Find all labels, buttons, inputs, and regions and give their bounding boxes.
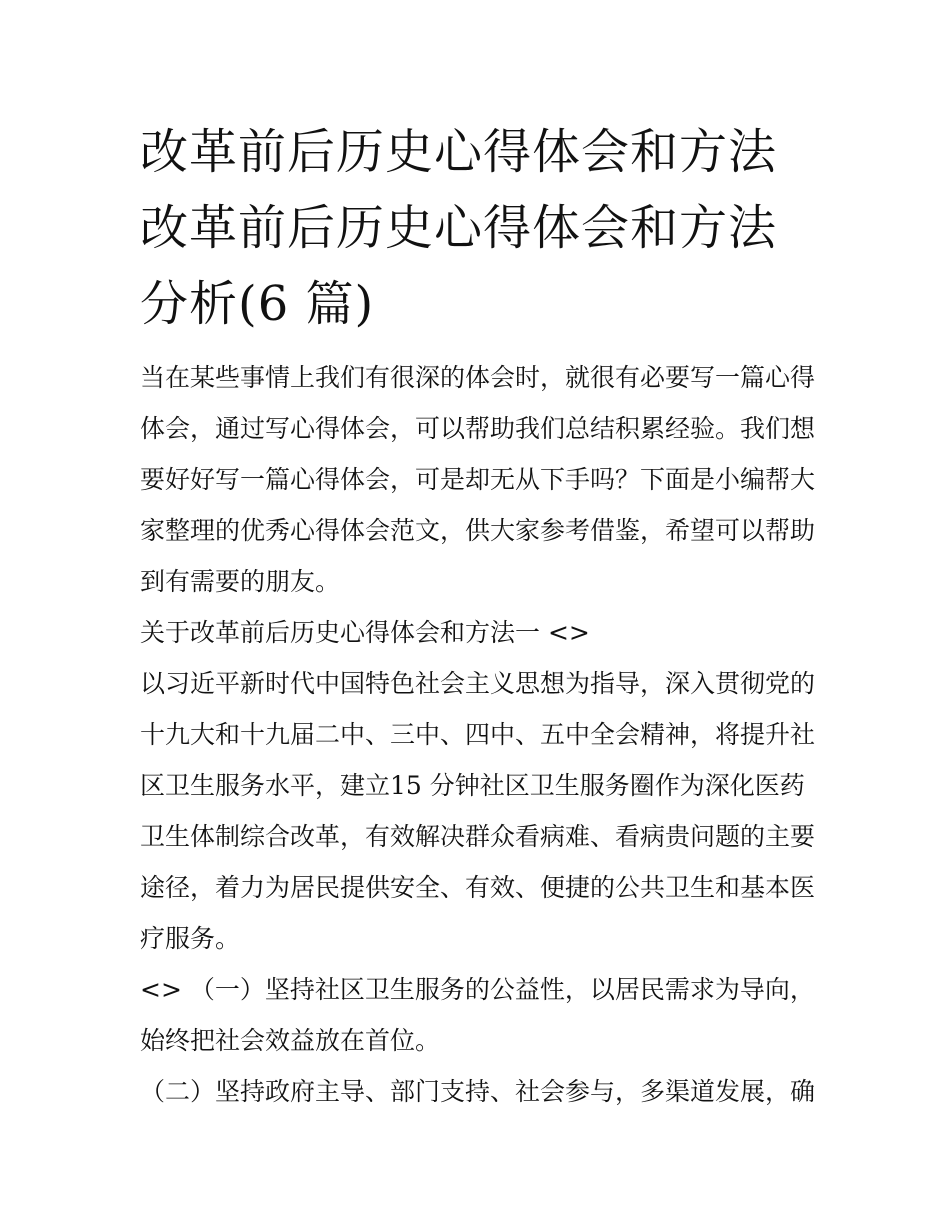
title-line-3: 分析(6 篇) [140, 276, 375, 332]
guiding-paragraph: 以习近平新时代中国特色社会主义思想为指导，深入贯彻党的十九大和十九届二中、三中、四中、五中全会精神，将提升社区卫生服务水平，建立15 分钟社区卫生服务圈作为深化医药卫生体制综合改革，有效解决群众看病难、看病贵问题的主要途径，着力为居民提供安全、有效、便捷的公共卫生和基本医疗服务。 [140, 669, 816, 953]
title-line-2: 改革前后历史心得体会和方法 [140, 200, 778, 256]
principle-two-paragraph: （二）坚持政府主导、部门支持、社会参与，多渠道发展，确 [140, 1077, 816, 1106]
document-body [140, 352, 820, 1117]
principle-one-paragraph: <> （一）坚持社区卫生服务的公益性，以居民需求为导向，始终把社会效益放在首位。 [140, 975, 815, 1055]
section-heading: 关于改革前后历史心得体会和方法一 <> [140, 618, 590, 647]
title-line-1: 改革前后历史心得体会和方法 [140, 124, 778, 180]
intro-paragraph: 当在某些事情上我们有很深的体会时，就很有必要写一篇心得体会，通过写心得体会，可以帮助我们总结积累经验。我们想要好好写一篇心得体会，可是却无从下手吗？下面是小编帮大家整理的优秀心得体会范文，供大家参考借鉴，希望可以帮助到有需要的朋友。 [140, 363, 816, 596]
document-title [140, 114, 820, 342]
